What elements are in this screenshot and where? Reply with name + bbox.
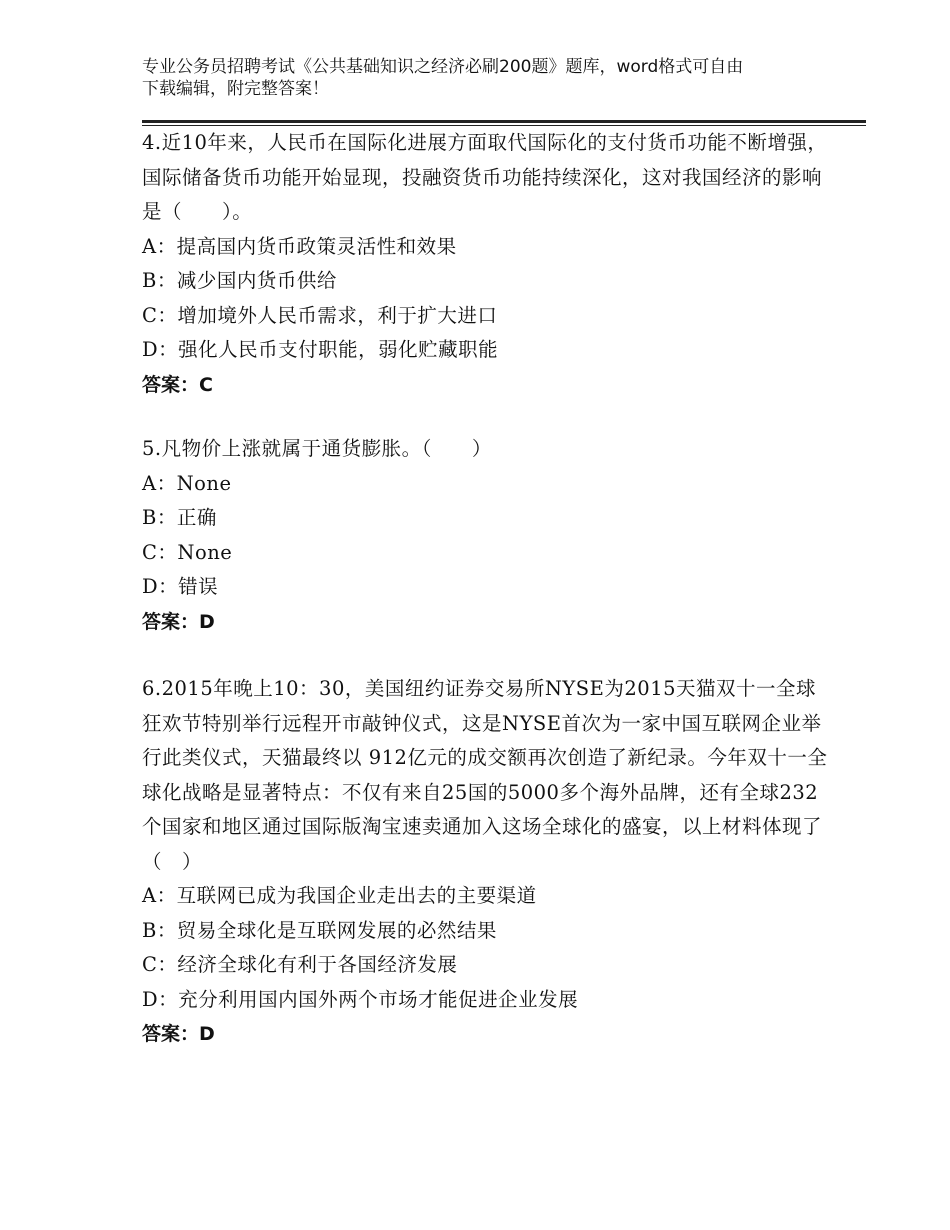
answer-label: 答案：D [142,1023,215,1045]
option-a: A：None [142,471,232,495]
option-a: A：互联网已成为我国企业走出去的主要渠道 [142,884,537,907]
option-b: B：减少国内货币供给 [142,269,337,292]
option-b: B：正确 [142,506,217,529]
question-stem: 5.凡物价上涨就属于通货膨胀。（ ） [142,437,492,460]
option-b: B：贸易全球化是互联网发展的必然结果 [142,918,497,942]
header-divider-thick [142,120,866,123]
header-line-2: 下载编辑，附完整答案！ [142,79,329,99]
question-4 [142,126,832,402]
option-d: D：强化人民币支付职能，弱化贮藏职能 [142,338,499,361]
question-stem: 4.近10年来，人民币在国际化进展方面取代国际化的支付货币功能不断增强，国际储备货币功能开始显现，投融资货币功能持续深化，这对我国经济的影响是（ ）。 [142,131,828,223]
option-d: D：充分利用国内国外两个市场才能促进企业发展 [142,987,579,1011]
answer-label: 答案：D [142,610,215,633]
option-a: A：提高国内货币政策灵活性和效果 [142,234,457,258]
question-stem: 6.2015年晚上10：30，美国纽约证券交易所NYSE为2015天猫双十一全球狂欢节特别举行远程开市敲钟仪式，这是NYSE首次为一家中国互联网企业举行此类仪式，天猫最终以 912亿元的成交额再次创造了新纪录。今年双十一全球化战略是显著特点：不仅有来自25国的5000多个海外品牌，还有全球232个国家和地区通过国际版淘宝速卖通加入这场全球化的盛宴，以上材料体现了（ ） [142,677,828,873]
option-c: C：经济全球化有利于各国经济发展 [142,953,458,976]
question-5 [142,432,832,639]
question-6 [142,672,832,1052]
option-c: C：增加境外人民币需求，利于扩大进口 [142,303,498,327]
document-header [142,56,842,100]
option-d: D：错误 [142,575,219,598]
answer-label: 答案：C [142,373,213,396]
header-line-1: 专业公务员招聘考试《公共基础知识之经济必刷200题》题库，word格式可自由 [142,57,744,77]
option-c: C：None [142,540,233,564]
